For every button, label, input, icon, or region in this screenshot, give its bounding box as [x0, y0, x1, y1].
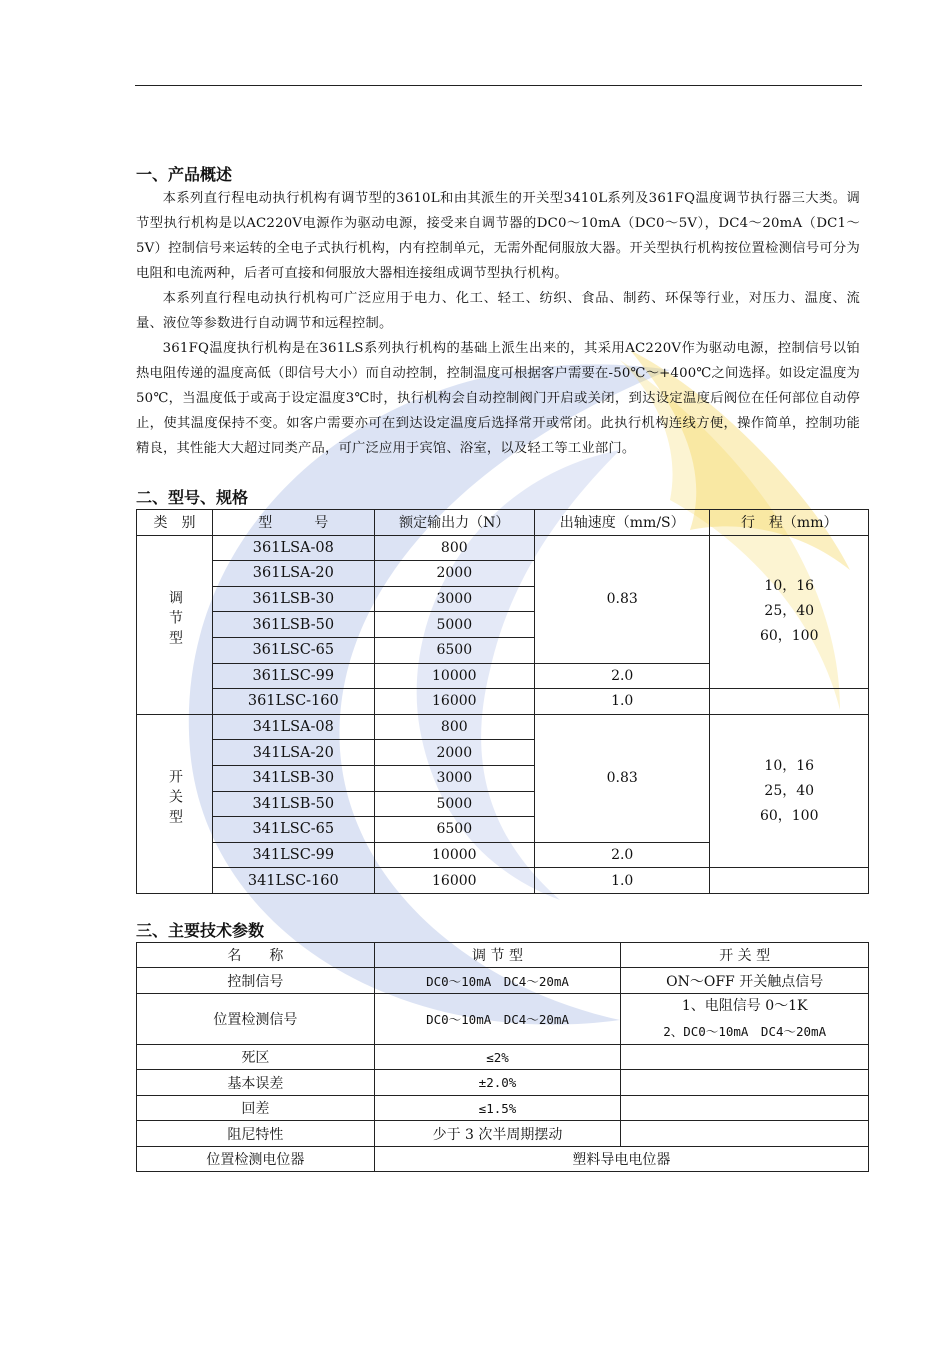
table-row [137, 535, 869, 561]
speed-cell: 2.0 [534, 663, 709, 689]
model-cell: 341LSB-30 [213, 765, 375, 791]
param-name: 控制信号 [137, 968, 375, 994]
stroke-line: 60，100 [759, 807, 819, 824]
spec-header-force: 额定输出力（N） [374, 510, 534, 536]
overview-paragraph-3: 361FQ温度执行机构是在361LS系列执行机构的基础上派生出来的，其采用AC220V作为驱动电源，控制信号以铂热电阻传递的温度高低（即信号大小）而自动控制，控制温度可根据客户需要在-50℃～+400℃之间选择。如设定温度为50℃，当温度低于或高于设定温度3℃时，执行机构会自动控制阀门开启或关闭，到达设定温度后阀位在任何部位自动停止，使其温度保持不变。如客户需要亦可在到达设定温度后选择常开或常闭。此执行机构连线方便，操作简单，控制功能精良，其性能大大超过同类产品，可广泛应用于宾馆、浴室，以及轻工等工业部门。 [136, 341, 860, 456]
stroke-line: 10，16 [764, 757, 815, 774]
force-cell: 6500 [374, 637, 534, 663]
spec-header-model: 型 号 [213, 510, 375, 536]
model-cell: 361LSA-08 [213, 535, 375, 561]
model-cell: 341LSA-08 [213, 714, 375, 740]
spec-header-category: 类 别 [137, 510, 213, 536]
stroke-empty-cell [710, 689, 869, 715]
tech-header-row [137, 942, 869, 968]
table-row [137, 868, 869, 894]
param-regulating: ±2.0% [374, 1070, 621, 1096]
param-switching [621, 993, 869, 1044]
stroke-empty-cell [710, 868, 869, 894]
param-switching: ON～OFF 开关触点信号 [621, 968, 869, 994]
model-cell: 361LSC-99 [213, 663, 375, 689]
section-models [136, 487, 860, 894]
param-regulating: DC0～10mA DC4～20mA [374, 968, 621, 994]
header-rule [135, 85, 862, 86]
param-switching-empty [621, 1121, 869, 1147]
param-regulating: 少于 3 次半周期摆动 [374, 1121, 621, 1147]
section-title-overview: 一、产品概述 [136, 165, 233, 184]
model-cell: 361LSB-30 [213, 586, 375, 612]
param-switching-empty [621, 1070, 869, 1096]
model-cell: 361LSB-50 [213, 612, 375, 638]
speed-cell: 0.83 [534, 535, 709, 663]
overview-paragraph-1: 本系列直行程电动执行机构有调节型的3610L和由其派生的开关型3410L系列及361FQ温度调节执行器三大类。调节型执行机构是以AC220V电源作为驱动电源，接受来自调节器的DC0～10mA（DC0～5V），DC4～20mA（DC1～5V）控制信号来运转的全电子式执行机构，内有控制单元，无需外配伺服放大器。开关型执行机构按位置检测信号可分为电阻和电流两种，后者可直接和伺服放大器相连接组成调节型执行机构。 [136, 191, 860, 281]
stroke-line: 10，16 [764, 578, 815, 595]
table-row [137, 1121, 869, 1147]
force-cell: 6500 [374, 817, 534, 843]
table-row [137, 714, 869, 740]
force-cell: 2000 [374, 561, 534, 587]
section-title-models: 二、型号、规格 [136, 488, 249, 507]
speed-cell: 1.0 [534, 689, 709, 715]
tech-header-switching: 开 关 型 [621, 942, 869, 968]
table-row [137, 1044, 869, 1070]
param-name: 位置检测信号 [137, 993, 375, 1044]
force-cell: 5000 [374, 791, 534, 817]
section-title-tech-params: 三、主要技术参数 [136, 920, 265, 940]
spec-header-row [137, 510, 869, 536]
force-cell: 800 [374, 714, 534, 740]
table-row [137, 1070, 869, 1096]
force-cell: 16000 [374, 868, 534, 894]
section-overview [136, 164, 860, 461]
param-regulating: DC0～10mA DC4～20mA [374, 993, 621, 1044]
speed-cell: 1.0 [534, 868, 709, 894]
force-cell: 2000 [374, 740, 534, 766]
force-cell: 10000 [374, 842, 534, 868]
category-label: 调节型 [167, 590, 183, 651]
param-regulating: ≤2% [374, 1044, 621, 1070]
category-label: 开关型 [167, 769, 183, 830]
model-cell: 341LSB-50 [213, 791, 375, 817]
param-switching-empty [621, 1095, 869, 1121]
table-row [137, 1146, 869, 1172]
document-body [136, 164, 860, 1172]
tech-params-table [136, 942, 869, 1173]
table-row [137, 968, 869, 994]
force-cell: 16000 [374, 689, 534, 715]
model-cell: 341LSC-65 [213, 817, 375, 843]
force-cell: 10000 [374, 663, 534, 689]
section-tech-params [136, 920, 860, 1173]
category-cell [137, 535, 213, 714]
force-cell: 3000 [374, 765, 534, 791]
tech-header-name: 名 称 [137, 942, 375, 968]
model-cell: 361LSC-160 [213, 689, 375, 715]
force-cell: 5000 [374, 612, 534, 638]
model-cell: 361LSA-20 [213, 561, 375, 587]
spec-header-speed: 出轴速度（mm/S） [534, 510, 709, 536]
param-name: 回差 [137, 1095, 375, 1121]
category-cell [137, 714, 213, 893]
param-name: 阻尼特性 [137, 1121, 375, 1147]
param-name: 死区 [137, 1044, 375, 1070]
param-name: 基本误差 [137, 1070, 375, 1096]
param-value-merged: 塑料导电电位器 [374, 1146, 868, 1172]
overview-paragraph-2: 本系列直行程电动执行机构可广泛应用于电力、化工、轻工、纺织、食品、制药、环保等行业，对压力、温度、流量、液位等参数进行自动调节和远程控制。 [136, 291, 860, 331]
model-cell: 341LSA-20 [213, 740, 375, 766]
param-switching-line: 1、电阻信号 0～1K [681, 997, 808, 1014]
force-cell: 800 [374, 535, 534, 561]
table-row [137, 689, 869, 715]
param-name: 位置检测电位器 [137, 1146, 375, 1172]
force-cell: 3000 [374, 586, 534, 612]
model-cell: 341LSC-99 [213, 842, 375, 868]
speed-cell: 2.0 [534, 842, 709, 868]
model-cell: 361LSC-65 [213, 637, 375, 663]
speed-cell: 0.83 [534, 714, 709, 842]
param-switching-line: 2、DC0～10mA DC4～20mA [663, 1023, 827, 1039]
stroke-cell [710, 714, 869, 868]
model-cell: 341LSC-160 [213, 868, 375, 894]
spec-table [136, 509, 869, 894]
tech-header-regulating: 调 节 型 [374, 942, 621, 968]
spec-header-stroke: 行 程（mm） [710, 510, 869, 536]
table-row [137, 993, 869, 1044]
param-switching-empty [621, 1044, 869, 1070]
table-row [137, 1095, 869, 1121]
param-regulating: ≤1.5% [374, 1095, 621, 1121]
stroke-line: 25，40 [764, 782, 815, 799]
stroke-line: 60，100 [759, 628, 819, 645]
stroke-line: 25，40 [764, 603, 815, 620]
stroke-cell [710, 535, 869, 689]
